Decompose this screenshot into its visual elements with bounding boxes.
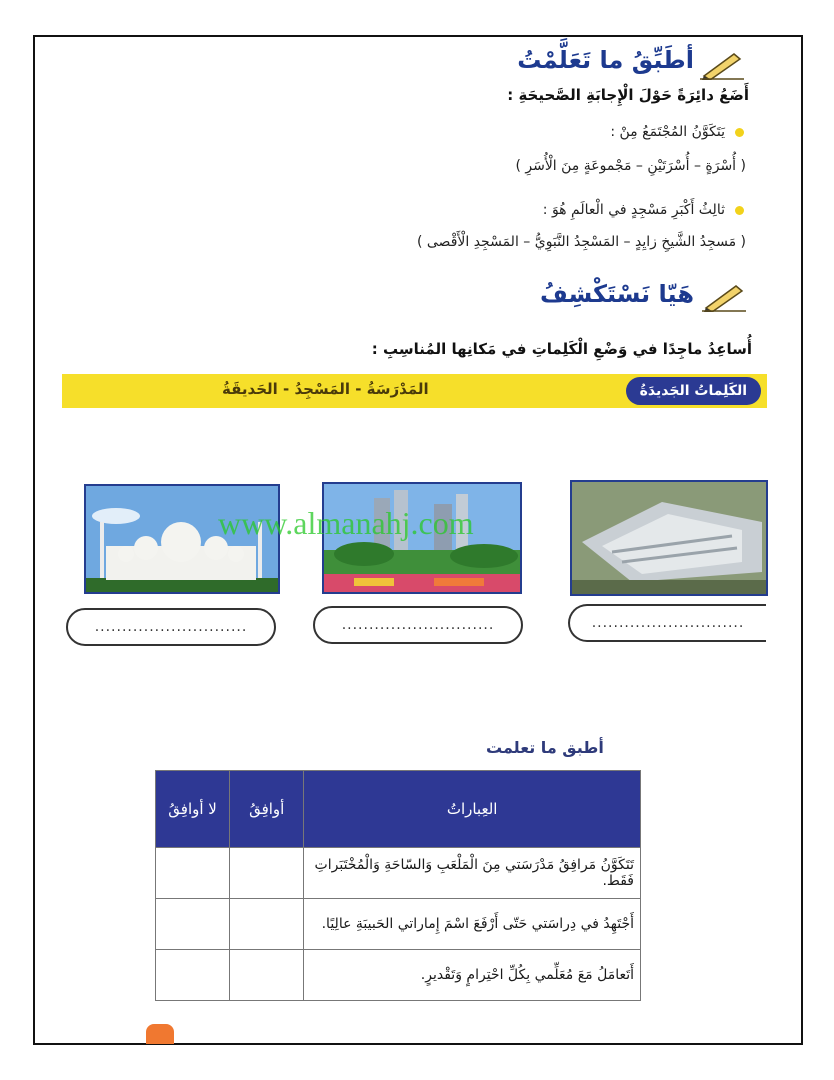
answer-field-mosque[interactable]: ............................ bbox=[66, 608, 276, 646]
pencil-icon bbox=[702, 282, 746, 312]
answer-field-garden[interactable]: ............................ bbox=[313, 606, 523, 644]
section-title-explore: هَيّا نَسْتَكْشِفُ bbox=[540, 280, 694, 308]
header-agree: أوافِقُ bbox=[230, 771, 304, 848]
question-2-text: ثالِثُ أَكْبَرِ مَسْجِدٍ في الْعالَمِ هُوَ : bbox=[542, 202, 725, 218]
question-1-text: يَتَكَوَّنُ المُجْتَمَعُ مِنْ : bbox=[610, 124, 725, 140]
question-1 bbox=[610, 124, 744, 140]
section-title-apply: أطَبِّقُ ما تَعَلَّمْتُ bbox=[517, 46, 694, 74]
watermark-text: www.almanahj.com bbox=[218, 505, 474, 541]
new-words-label: الكَلِماتُ الجَديدَةُ bbox=[626, 377, 761, 405]
page-corner-badge bbox=[146, 1024, 174, 1044]
agree-cell[interactable] bbox=[230, 848, 304, 899]
statement-cell: أَتَعامَلُ مَعَ مُعَلِّمي بِكُلِّ احْتِرامٍ وَتَقْديرٍ. bbox=[304, 950, 641, 1001]
question-2-options[interactable]: ( مَسجِدُ الشَّيخِ زايِدٍ – المَسْجِدُ النَّبَوِيُّ – المَسْجِدِ الْأَقْصى ) bbox=[416, 234, 746, 250]
disagree-cell[interactable] bbox=[156, 899, 230, 950]
table-row bbox=[156, 950, 641, 1001]
header-disagree: لا أوافِقُ bbox=[156, 771, 230, 848]
instruction-circle-answer: أَضَعُ دائِرَةً حَوْلَ الْإِجابَةِ الصَّحيحَةِ : bbox=[507, 86, 749, 104]
agree-table bbox=[155, 770, 641, 1001]
new-words-banner bbox=[62, 374, 767, 408]
statement-cell: تَتَكَوَّنُ مَرافِقُ مَدْرَسَتي مِنَ الْمَلْعَبِ وَالسّاحَةِ وَالْمُخْتَبَراتِ فَقَط. bbox=[304, 848, 641, 899]
instruction-place-words: أُساعِدُ ماجِدًا في وَضْعِ الْكَلِماتِ في مَكانِها المُناسِبِ : bbox=[371, 340, 752, 358]
question-1-options[interactable]: ( أُسْرَةٍ – أُسْرَتَيْنِ – مَجْموعَةٍ مِنَ الْأُسَرِ ) bbox=[515, 158, 746, 174]
table-row bbox=[156, 848, 641, 899]
pencil-icon bbox=[700, 50, 744, 80]
faded-heading: أطبق ما تعلمت bbox=[486, 738, 604, 757]
answer-field-school[interactable]: ............................ bbox=[568, 604, 766, 642]
statement-cell: أَجْتَهِدُ في دِراسَتي حَتّى أَرْفَعَ اسْمَ إِماراتي الحَبيبَةِ عالِيًا. bbox=[304, 899, 641, 950]
school-photo bbox=[570, 480, 768, 596]
table-row bbox=[156, 899, 641, 950]
table-header-row bbox=[156, 771, 641, 848]
disagree-cell[interactable] bbox=[156, 848, 230, 899]
bullet-icon bbox=[735, 128, 744, 137]
agree-cell[interactable] bbox=[230, 899, 304, 950]
agree-cell[interactable] bbox=[230, 950, 304, 1001]
bullet-icon bbox=[735, 206, 744, 215]
header-statements: العِباراتُ bbox=[304, 771, 641, 848]
words-list: المَدْرَسَةُ - المَسْجِدُ - الحَديقَةُ bbox=[222, 380, 429, 398]
disagree-cell[interactable] bbox=[156, 950, 230, 1001]
question-2 bbox=[543, 202, 744, 218]
